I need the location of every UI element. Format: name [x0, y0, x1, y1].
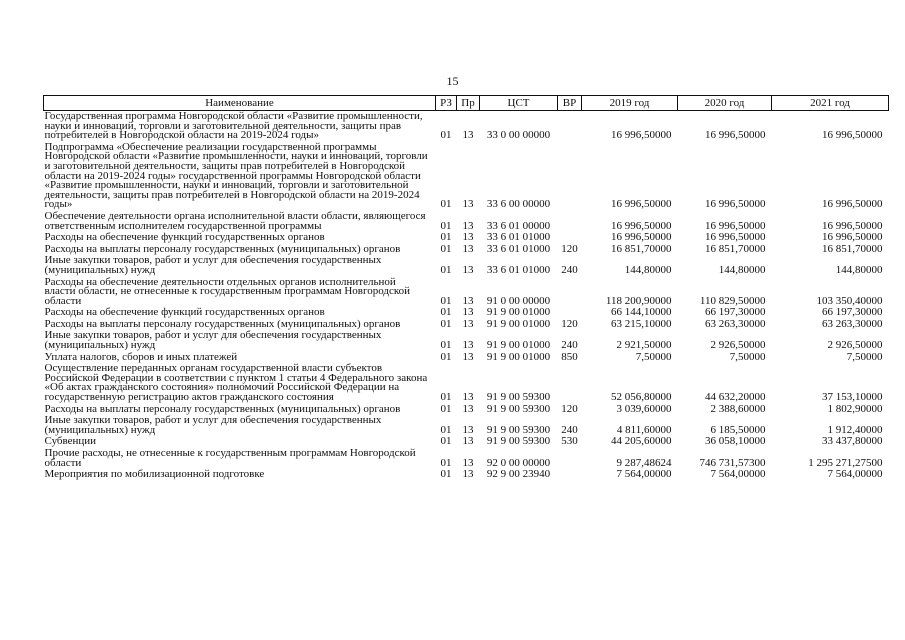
row-2020: 2 926,50000	[710, 339, 766, 352]
row-vr	[558, 232, 582, 244]
row-rz: 01	[440, 219, 452, 232]
row-2019: 7,50000	[635, 350, 672, 363]
header-rz: РЗ	[436, 96, 457, 111]
row-pr: 13	[462, 219, 474, 232]
row-pr: 13	[462, 391, 474, 404]
row-name: Подпрограмма «Обеспечение реализации государственной программы Новгородской области «Развитие промышленности, науки и инноваций, торговли и заготовительной деятельности, защиты прав потребителей в Новгородской области на 2019-2024 годы» государственной программы Новгородской области «Развитие промышленности, науки и инноваций, торговли и заготовительной деятельности, защиты прав потребителей в Новгородской области на 2019-2024 годы»	[44, 140, 428, 211]
row-cst: 91 0 00 00000	[486, 294, 551, 307]
row-2019: 9 287,48624	[616, 456, 672, 469]
header-2021: 2021 год	[772, 96, 889, 111]
row-2020: 6 185,50000	[710, 423, 766, 436]
row-2021: 66 197,30000	[822, 306, 883, 319]
row-pr: 13	[462, 242, 474, 255]
row-2020: 7 564,00000	[710, 468, 766, 481]
row-2020: 66 197,30000	[705, 306, 766, 319]
row-2021: 63 263,30000	[822, 317, 883, 330]
row-cst: 91 9 00 59300	[486, 402, 551, 415]
table-row	[44, 415, 889, 436]
row-2021: 7,50000	[846, 350, 883, 363]
table-row	[44, 111, 889, 142]
row-cst: 33 6 00 00000	[486, 198, 551, 211]
row-cst: 33 6 01 01000	[486, 242, 551, 255]
row-2019: 118 200,90000	[605, 294, 672, 307]
row-2021: 16 996,50000	[822, 129, 883, 142]
row-rz: 01	[440, 263, 452, 276]
page-number: 15	[446, 74, 459, 88]
row-name: Иные закупки товаров, работ и услуг для обеспечения государственных (муниципальных) нужд	[44, 414, 382, 436]
row-2021: 1 802,90000	[827, 402, 883, 415]
row-2021: 103 350,40000	[816, 294, 883, 307]
table-header-row	[44, 96, 889, 111]
row-pr: 13	[462, 231, 474, 244]
row-cst: 92 0 00 00000	[486, 456, 551, 469]
row-vr	[558, 111, 582, 142]
header-2019: 2019 год	[582, 96, 678, 111]
row-name: Мероприятия по мобилизационной подготовке	[44, 468, 265, 481]
row-2019: 52 056,80000	[611, 391, 672, 404]
row-2019: 7 564,00000	[616, 468, 672, 481]
header-vr: ВР	[558, 96, 582, 111]
row-2019: 144,80000	[624, 263, 672, 276]
row-2020: 16 996,50000	[705, 219, 766, 232]
row-2020: 746 731,57300	[699, 456, 766, 469]
row-2019: 16 996,50000	[611, 231, 672, 244]
row-2021: 16 996,50000	[822, 231, 883, 244]
row-2020: 16 996,50000	[705, 231, 766, 244]
row-vr	[558, 469, 582, 481]
row-2020: 44 632,20000	[705, 391, 766, 404]
row-pr: 13	[462, 468, 474, 481]
row-vr: 120	[561, 317, 578, 330]
table-row	[44, 330, 889, 351]
row-pr: 13	[462, 294, 474, 307]
row-name: Осуществление переданных органам государственной власти субъектов Российской Федерации в соответствии с пунктом 1 статьи 4 Федерального закона «Об актах гражданского состояния» полномочий Российской Федерации на государственную регистрацию актов гражданского состояния	[44, 362, 428, 404]
row-rz: 01	[440, 231, 452, 244]
row-2021: 16 851,70000	[822, 242, 883, 255]
row-pr: 13	[462, 263, 474, 276]
row-name: Расходы на обеспечение функций государственных органов	[44, 231, 325, 244]
row-2020: 110 829,50000	[699, 294, 766, 307]
budget-table	[43, 95, 889, 481]
row-cst: 92 9 00 23940	[486, 468, 551, 481]
row-pr: 13	[462, 306, 474, 319]
row-cst: 91 9 00 01000	[486, 350, 551, 363]
row-pr: 13	[462, 402, 474, 415]
row-cst: 91 9 00 01000	[486, 317, 551, 330]
row-cst: 91 9 00 59300	[486, 391, 551, 404]
table-row	[44, 232, 889, 244]
row-cst: 33 6 01 01000	[486, 263, 551, 276]
row-vr: 120	[561, 402, 578, 415]
row-cst: 91 9 00 01000	[486, 306, 551, 319]
row-vr	[558, 277, 582, 308]
row-2021: 1 295 271,27500	[808, 456, 883, 469]
row-vr: 240	[561, 423, 578, 436]
row-vr: 530	[561, 435, 578, 448]
row-rz: 01	[440, 350, 452, 363]
row-2020: 16 996,50000	[705, 198, 766, 211]
row-rz: 01	[440, 198, 452, 211]
row-pr: 13	[462, 317, 474, 330]
row-pr: 13	[462, 435, 474, 448]
row-2019: 4 811,60000	[616, 423, 672, 436]
row-cst: 91 9 00 59300	[486, 435, 551, 448]
row-2021: 16 996,50000	[822, 198, 883, 211]
row-2021: 144,80000	[835, 263, 883, 276]
row-cst: 33 6 01 00000	[486, 219, 551, 232]
table-row	[44, 211, 889, 232]
row-name: Расходы на обеспечение функций государственных органов	[44, 306, 325, 319]
row-name: Субвенции	[44, 435, 97, 448]
row-2020: 16 851,70000	[705, 242, 766, 255]
row-pr: 13	[462, 350, 474, 363]
row-cst: 33 0 00 00000	[486, 129, 551, 142]
row-2020: 36 058,10000	[705, 435, 766, 448]
row-2019: 3 039,60000	[616, 402, 672, 415]
row-rz: 01	[440, 306, 452, 319]
row-2021: 1 912,40000	[827, 423, 883, 436]
row-name: Уплата налогов, сборов и иных платежей	[44, 350, 238, 363]
header-cst: ЦСТ	[480, 96, 558, 111]
row-rz: 01	[440, 339, 452, 352]
row-2019: 16 996,50000	[611, 198, 672, 211]
row-2020: 144,80000	[718, 263, 766, 276]
table-row	[44, 255, 889, 276]
table-row	[44, 363, 889, 403]
row-pr: 13	[462, 456, 474, 469]
row-vr	[558, 363, 582, 403]
row-name: Прочие расходы, не отнесенные к государственным программам Новгородской области	[44, 447, 416, 469]
row-vr: 850	[561, 350, 578, 363]
row-2021: 16 996,50000	[822, 219, 883, 232]
row-rz: 01	[440, 468, 452, 481]
row-2021: 37 153,10000	[822, 391, 883, 404]
row-2019: 63 215,10000	[611, 317, 672, 330]
row-2020: 2 388,60000	[710, 402, 766, 415]
table-row	[44, 448, 889, 469]
row-name: Государственная программа Новгородской области «Развитие промышленности, науки и инноваций, торговли и заготовительной деятельности, защиты прав потребителей в Новгородской области на 2019-2024 годы»	[44, 110, 423, 142]
row-pr: 13	[462, 423, 474, 436]
row-2019: 16 996,50000	[611, 129, 672, 142]
row-vr: 240	[561, 263, 578, 276]
row-2020: 63 263,30000	[705, 317, 766, 330]
row-name: Расходы на выплаты персоналу государственных (муниципальных) органов	[44, 402, 401, 415]
row-2020: 16 996,50000	[705, 129, 766, 142]
row-name: Расходы на выплаты персоналу государственных (муниципальных) органов	[44, 317, 401, 330]
row-vr: 240	[561, 339, 578, 352]
row-2019: 66 144,10000	[611, 306, 672, 319]
row-rz: 01	[440, 391, 452, 404]
row-vr	[558, 142, 582, 211]
row-rz: 01	[440, 294, 452, 307]
row-vr: 120	[561, 242, 578, 255]
row-rz: 01	[440, 435, 452, 448]
row-cst: 91 9 00 59300	[486, 423, 551, 436]
row-2021: 33 437,80000	[822, 435, 883, 448]
header-pr: Пр	[457, 96, 480, 111]
row-cst: 33 6 01 01000	[486, 231, 551, 244]
row-2021: 7 564,00000	[827, 468, 883, 481]
row-name: Расходы на обеспечение деятельности отдельных органов исполнительной власти области, не отнесенные к государственным программам Новгородской области	[44, 275, 411, 307]
row-2021: 2 926,50000	[827, 339, 883, 352]
row-pr: 13	[462, 339, 474, 352]
table-row	[44, 142, 889, 211]
row-rz: 01	[440, 242, 452, 255]
row-vr	[558, 448, 582, 469]
row-pr: 13	[462, 129, 474, 142]
row-2019: 2 921,50000	[616, 339, 672, 352]
row-2019: 16 996,50000	[611, 219, 672, 232]
table-row	[44, 277, 889, 308]
header-name: Наименование	[44, 96, 436, 111]
row-vr	[558, 211, 582, 232]
row-rz: 01	[440, 129, 452, 142]
row-2020: 7,50000	[729, 350, 766, 363]
row-name: Расходы на выплаты персоналу государственных (муниципальных) органов	[44, 242, 401, 255]
row-cst: 91 9 00 01000	[486, 339, 551, 352]
row-name: Иные закупки товаров, работ и услуг для обеспечения государственных (муниципальных) нужд	[44, 254, 382, 276]
row-2019: 44 205,60000	[611, 435, 672, 448]
row-2019: 16 851,70000	[611, 242, 672, 255]
header-2020: 2020 год	[678, 96, 772, 111]
row-name: Иные закупки товаров, работ и услуг для обеспечения государственных (муниципальных) нужд	[44, 329, 382, 352]
table-row	[44, 469, 889, 481]
row-pr: 13	[462, 198, 474, 211]
row-rz: 01	[440, 402, 452, 415]
row-rz: 01	[440, 456, 452, 469]
row-name: Обеспечение деятельности органа исполнительной власти области, являющегося ответственным исполнителем государственной программы	[44, 209, 426, 232]
row-rz: 01	[440, 423, 452, 436]
row-rz: 01	[440, 317, 452, 330]
